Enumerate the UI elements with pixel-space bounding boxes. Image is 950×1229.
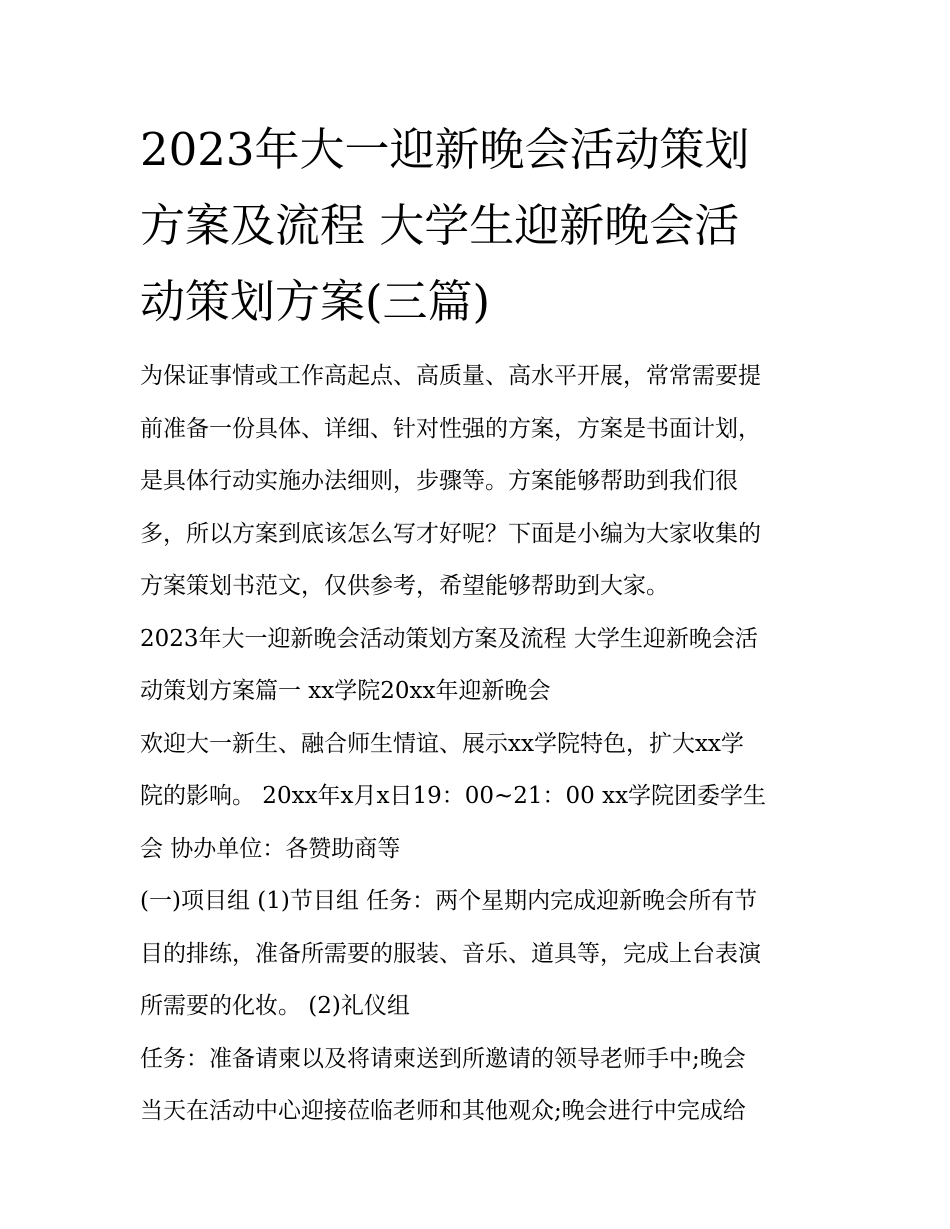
purpose-paragraph: [140, 718, 820, 876]
text-line: 多，所以方案到底该怎么写才好呢？下面是小编为大家收集的: [140, 520, 761, 547]
document-title: [140, 112, 820, 340]
heading-paragraph: [140, 613, 820, 718]
text-line: 前准备一份具体、详细、针对性强的方案，方案是书面计划，: [140, 415, 761, 442]
text-line: 动策划方案篇一 xx学院20xx年迎新晚会: [140, 678, 551, 704]
title-line-3: 动策划方案(三篇): [140, 275, 491, 328]
text-line: (一)项目组 (1)节目组 任务：两个星期内完成迎新晚会所有节: [140, 888, 758, 914]
text-line: 任务：准备请柬以及将请柬送到所邀请的领导老师手中;晚会: [140, 1045, 746, 1072]
text-line: 院的影响。 20xx年x月x日19：00~21：00 xx学院团委学生: [140, 783, 767, 809]
title-line-1: 2023年大一迎新晚会活动策划: [140, 123, 750, 176]
text-line: 目的排练，准备所需要的服装、音乐、道具等，完成上台表演: [140, 940, 761, 967]
text-line: 欢迎大一新生、融合师生情谊、展示xx学院特色，扩大xx学: [140, 730, 744, 757]
intro-paragraph: [140, 350, 820, 613]
project-group-paragraph: [140, 875, 820, 1033]
text-line: 方案策划书范文，仅供参考，希望能够帮助到大家。: [140, 573, 669, 599]
text-line: 2023年大一迎新晚会活动策划方案及流程 大学生迎新晚会活: [140, 625, 758, 652]
title-line-2: 方案及流程 大学生迎新晚会活: [140, 199, 740, 252]
text-line: 是具体行动实施办法细则，步骤等。方案能够帮助到我们很: [140, 468, 738, 494]
text-line: 所需要的化妆。 (2)礼仪组: [140, 993, 410, 1019]
document-body: [140, 350, 820, 1138]
text-line: 会 协办单位：各赞助商等: [140, 835, 401, 862]
text-line: 为保证事情或工作高起点、高质量、高水平开展，常常需要提: [140, 363, 761, 389]
etiquette-task-paragraph: [140, 1033, 820, 1138]
text-line: 当天在活动中心迎接莅临老师和其他观众;晚会进行中完成给: [140, 1098, 746, 1124]
